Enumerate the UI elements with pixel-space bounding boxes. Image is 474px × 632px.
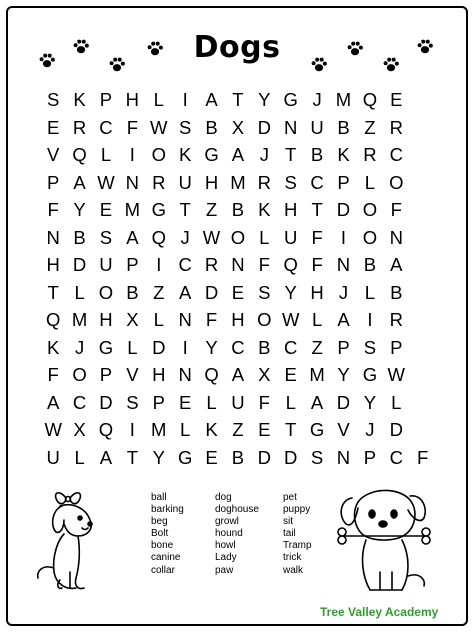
grid-letter[interactable]: H <box>310 281 324 303</box>
grid-letter[interactable] <box>409 416 435 444</box>
grid-letter[interactable]: E <box>231 281 245 303</box>
grid-letter[interactable]: C <box>389 144 403 165</box>
grid-letter[interactable]: W <box>387 364 405 385</box>
word-list-item: pet <box>283 492 297 503</box>
grid-letter[interactable]: L <box>259 226 270 248</box>
grid-letter[interactable]: M <box>124 199 141 220</box>
word-list-item: Tramp <box>283 540 312 552</box>
grid-letter[interactable]: O <box>362 199 378 220</box>
grid-letter[interactable]: I <box>129 419 135 440</box>
grid-letter[interactable]: L <box>311 309 323 330</box>
grid-letter[interactable]: R <box>204 254 219 275</box>
grid-letter[interactable]: L <box>364 281 376 303</box>
grid-letter[interactable]: U <box>310 116 324 138</box>
grid-letter[interactable] <box>409 279 435 307</box>
grid-letter[interactable]: R <box>389 309 403 330</box>
word-list-item: sit <box>283 516 293 528</box>
grid-letter[interactable]: S <box>178 116 192 138</box>
word-list-item: collar <box>151 564 175 576</box>
grid-letter[interactable]: F <box>47 364 59 385</box>
grid-letter[interactable]: B <box>390 281 403 303</box>
grid-letter[interactable]: P <box>390 336 403 358</box>
grid-letter[interactable]: Z <box>364 116 376 138</box>
grid-letter[interactable]: D <box>257 116 271 138</box>
grid-letter[interactable]: Q <box>283 254 298 275</box>
grid-letter[interactable]: H <box>99 309 113 330</box>
grid-letter[interactable]: I <box>129 144 135 165</box>
word-list-item: Bolt <box>151 528 169 540</box>
grid-letter[interactable]: F <box>47 199 59 220</box>
grid-letter[interactable]: L <box>364 171 376 193</box>
word-list-item: puppy <box>283 504 311 516</box>
grid-letter[interactable]: L <box>74 446 85 468</box>
grid-letter[interactable]: F <box>390 199 402 220</box>
word-list-column-3 <box>283 492 312 577</box>
grid-letter[interactable]: O <box>72 364 87 385</box>
grid-letter[interactable]: W <box>202 226 221 248</box>
grid-letter[interactable]: G <box>98 336 114 358</box>
grid-letter[interactable]: B <box>231 446 245 468</box>
grid-letter[interactable]: F <box>311 254 323 275</box>
word-list-item: tail <box>283 528 296 540</box>
grid-letter[interactable]: M <box>335 89 352 110</box>
word-list-item: doghouse <box>215 504 259 516</box>
grid-letter[interactable]: J <box>180 226 190 248</box>
grid-letter[interactable]: P <box>363 446 377 468</box>
grid-letter[interactable]: K <box>337 144 350 165</box>
grid-letter[interactable]: D <box>152 336 166 358</box>
grid-letter[interactable]: C <box>99 116 113 138</box>
grid-letter[interactable]: I <box>182 89 188 110</box>
grid-letter[interactable] <box>409 306 435 334</box>
grid-letter[interactable]: W <box>44 419 62 440</box>
grid-letter[interactable]: Z <box>232 419 244 440</box>
grid-letter[interactable]: P <box>99 89 113 110</box>
grid-letter[interactable]: O <box>257 309 272 330</box>
grid-letter[interactable]: J <box>74 336 85 358</box>
grid-letter[interactable]: L <box>127 336 138 358</box>
grid-letter[interactable]: S <box>284 171 297 193</box>
grid-letter[interactable]: X <box>73 419 86 440</box>
grid-letter[interactable]: B <box>363 254 377 275</box>
grid-letter[interactable]: A <box>310 391 324 413</box>
grid-letter[interactable]: A <box>99 446 113 468</box>
grid-letter[interactable]: N <box>336 254 351 275</box>
grid-letter[interactable]: F <box>417 446 429 468</box>
grid-letter[interactable]: M <box>230 171 246 193</box>
grid-letter[interactable] <box>409 334 435 362</box>
girl-puppy-with-bow-drawing <box>22 480 122 600</box>
grid-letter[interactable]: D <box>257 446 271 468</box>
grid-letter[interactable]: U <box>284 226 298 248</box>
grid-letter[interactable]: D <box>72 254 87 275</box>
grid-letter[interactable]: G <box>362 364 378 385</box>
grid-letter[interactable]: K <box>47 336 60 358</box>
grid-letter[interactable]: L <box>153 309 164 330</box>
grid-letter[interactable]: I <box>182 336 188 358</box>
grid-letter[interactable] <box>409 251 435 279</box>
grid-letter[interactable]: K <box>205 419 218 440</box>
grid-letter[interactable]: C <box>310 171 324 193</box>
grid-letter[interactable]: N <box>284 116 298 138</box>
word-list-column-2 <box>215 492 259 577</box>
grid-letter[interactable]: R <box>152 171 166 193</box>
word-list-item: Lady <box>215 552 237 564</box>
grid-letter[interactable]: N <box>389 226 403 248</box>
grid-letter[interactable]: A <box>205 89 218 110</box>
grid-letter[interactable]: E <box>47 116 60 138</box>
grid-letter[interactable]: I <box>367 309 373 330</box>
grid-letter[interactable]: R <box>72 116 87 138</box>
grid-letter[interactable]: U <box>46 446 60 468</box>
grid-letter[interactable]: L <box>285 391 296 413</box>
grid-letter[interactable]: S <box>126 391 139 413</box>
grid-letter[interactable]: X <box>231 116 245 138</box>
grid-letter[interactable]: H <box>46 254 60 275</box>
grid-letter[interactable]: S <box>99 226 113 248</box>
grid-letter[interactable]: L <box>206 391 217 413</box>
grid-letter[interactable]: N <box>46 226 60 248</box>
grid-letter[interactable]: L <box>74 281 85 303</box>
grid-letter[interactable]: C <box>389 446 403 468</box>
grid-letter[interactable]: J <box>365 419 375 440</box>
grid-letter[interactable]: Q <box>151 226 166 248</box>
grid-letter[interactable]: B <box>258 336 271 358</box>
grid-letter[interactable]: H <box>125 89 140 110</box>
word-list-item: walk <box>283 564 304 576</box>
grid-letter[interactable]: H <box>152 364 166 385</box>
grid-letter[interactable] <box>409 361 435 389</box>
grid-letter[interactable]: Y <box>73 199 86 220</box>
grid-letter[interactable] <box>409 169 435 197</box>
grid-letter[interactable]: E <box>178 391 192 413</box>
grid-letter[interactable]: Q <box>362 89 378 110</box>
grid-letter[interactable]: B <box>310 144 324 165</box>
grid-letter[interactable]: N <box>125 171 140 193</box>
grid-letter[interactable]: U <box>178 171 192 193</box>
grid-letter[interactable]: F <box>126 116 139 138</box>
grid-letter[interactable]: D <box>336 199 351 220</box>
word-list-item: growl <box>215 516 239 528</box>
grid-letter[interactable] <box>409 196 435 224</box>
grid-letter[interactable]: F <box>205 309 218 330</box>
grid-letter[interactable]: S <box>310 446 324 468</box>
grid-letter[interactable]: F <box>311 226 323 248</box>
grid-letter[interactable]: X <box>258 364 271 385</box>
grid-letter[interactable]: T <box>311 199 323 220</box>
grid-letter[interactable]: B <box>337 116 350 138</box>
grid-letter[interactable] <box>409 86 435 114</box>
word-list-item: barking <box>151 504 184 516</box>
grid-letter[interactable]: U <box>231 391 245 413</box>
grid-letter[interactable]: Q <box>72 144 87 165</box>
grid-letter[interactable]: I <box>340 226 347 248</box>
grid-letter[interactable]: F <box>258 391 270 413</box>
grid-letter[interactable]: T <box>232 89 244 110</box>
grid-letter[interactable]: C <box>284 336 298 358</box>
grid-letter[interactable]: Q <box>98 419 114 440</box>
grid-letter[interactable] <box>409 141 435 169</box>
grid-letter[interactable]: Y <box>337 364 350 385</box>
grid-letter[interactable]: X <box>126 309 139 330</box>
grid-letter[interactable]: A <box>178 281 192 303</box>
grid-letter[interactable]: Y <box>284 281 297 303</box>
grid-letter[interactable]: P <box>337 171 350 193</box>
grid-letter[interactable]: C <box>178 254 192 275</box>
word-list-item: hound <box>215 528 243 540</box>
puzzle-title: Dogs <box>193 30 281 65</box>
grid-letter[interactable]: T <box>285 419 297 440</box>
grid-letter[interactable]: E <box>284 364 297 385</box>
word-list-column-1 <box>151 492 184 577</box>
word-list-item: paw <box>215 564 234 576</box>
grid-letter[interactable]: R <box>389 116 403 138</box>
grid-letter[interactable]: Z <box>205 199 218 220</box>
letter-grid <box>40 86 436 471</box>
grid-letter[interactable]: I <box>156 254 162 275</box>
grid-letter[interactable]: W <box>150 116 168 138</box>
grid-letter[interactable]: P <box>126 254 139 275</box>
grid-letter[interactable]: O <box>230 226 246 248</box>
grid-letter[interactable]: K <box>258 199 271 220</box>
grid-letter[interactable]: P <box>152 391 165 413</box>
grid-letter[interactable]: A <box>337 309 350 330</box>
puppy-with-bone-drawing <box>332 476 442 600</box>
grid-letter[interactable]: V <box>47 144 60 165</box>
grid-letter[interactable]: O <box>98 281 114 303</box>
grid-letter[interactable]: M <box>71 309 88 330</box>
grid-letter[interactable]: G <box>177 446 193 468</box>
word-list-item: trick <box>283 552 302 564</box>
grid-letter[interactable]: R <box>363 144 377 165</box>
grid-letter[interactable]: D <box>204 281 219 303</box>
word-list-item: beg <box>151 516 168 528</box>
grid-letter[interactable]: Y <box>363 391 377 413</box>
grid-letter[interactable]: M <box>151 419 167 440</box>
grid-letter[interactable]: J <box>312 89 322 110</box>
grid-letter[interactable] <box>409 389 435 417</box>
grid-letter[interactable] <box>409 114 435 142</box>
grid-letter[interactable]: T <box>126 446 139 468</box>
grid-letter[interactable]: F <box>258 254 270 275</box>
grid-letter[interactable]: L <box>180 419 191 440</box>
grid-letter[interactable]: G <box>309 419 325 440</box>
grid-letter[interactable]: C <box>72 391 87 413</box>
grid-letter[interactable]: Y <box>258 89 271 110</box>
word-list-item: dog <box>215 492 232 503</box>
grid-letter[interactable]: C <box>231 336 245 358</box>
grid-letter[interactable]: N <box>178 309 192 330</box>
grid-letter[interactable]: U <box>99 254 113 275</box>
grid-letter[interactable]: H <box>204 171 219 193</box>
word-list-item: canine <box>151 552 181 564</box>
grid-letter[interactable]: A <box>126 226 139 248</box>
grid-letter[interactable]: O <box>362 226 378 248</box>
grid-letter[interactable]: P <box>337 336 350 358</box>
grid-letter[interactable]: E <box>390 89 403 110</box>
grid-letter[interactable]: J <box>259 144 269 165</box>
grid-letter[interactable]: G <box>204 144 219 165</box>
word-list-item: ball <box>151 492 167 503</box>
grid-letter[interactable]: H <box>231 309 245 330</box>
grid-letter[interactable]: E <box>258 419 271 440</box>
grid-letter[interactable]: M <box>309 364 325 385</box>
word-list-item: bone <box>151 540 174 552</box>
grid-letter[interactable]: A <box>73 171 86 193</box>
grid-letter[interactable]: P <box>47 171 60 193</box>
grid-letter[interactable]: N <box>231 254 245 275</box>
grid-letter[interactable]: E <box>99 199 113 220</box>
grid-letter[interactable]: D <box>284 446 298 468</box>
grid-letter[interactable]: S <box>258 281 271 303</box>
grid-letter[interactable]: V <box>126 364 139 385</box>
grid-letter[interactable]: N <box>336 446 351 468</box>
grid-letter[interactable]: A <box>231 364 245 385</box>
grid-letter[interactable]: O <box>389 171 404 193</box>
grid-letter[interactable]: V <box>337 419 350 440</box>
grid-letter[interactable]: A <box>390 254 403 275</box>
grid-letter[interactable]: L <box>391 391 402 413</box>
grid-letter[interactable]: R <box>257 171 271 193</box>
grid-letter[interactable]: D <box>336 391 351 413</box>
grid-letter[interactable]: A <box>231 144 245 165</box>
grid-letter[interactable]: B <box>231 199 245 220</box>
grid-letter[interactable]: P <box>99 364 113 385</box>
grid-letter[interactable]: T <box>285 144 297 165</box>
grid-letter[interactable]: B <box>73 226 86 248</box>
grid-letter[interactable]: T <box>47 281 59 303</box>
grid-letter[interactable]: T <box>179 199 191 220</box>
grid-letter[interactable]: B <box>126 281 139 303</box>
grid-letter[interactable]: D <box>389 419 403 440</box>
grid-letter[interactable]: L <box>100 144 112 165</box>
grid-letter[interactable]: W <box>281 309 300 330</box>
grid-letter[interactable]: Y <box>205 336 218 358</box>
grid-letter[interactable]: W <box>97 171 115 193</box>
grid-letter[interactable]: Z <box>153 281 165 303</box>
grid-letter[interactable]: Q <box>204 364 219 385</box>
grid-letter[interactable]: O <box>151 144 166 165</box>
grid-letter[interactable]: Q <box>46 309 61 330</box>
footer-credit: Tree Valley Academy <box>320 605 439 619</box>
grid-letter[interactable]: E <box>205 446 218 468</box>
grid-letter[interactable] <box>409 224 435 252</box>
grid-letter[interactable]: K <box>178 144 192 165</box>
grid-letter[interactable]: B <box>205 116 218 138</box>
grid-letter[interactable]: H <box>284 199 298 220</box>
grid-letter[interactable]: Z <box>311 336 323 358</box>
grid-letter[interactable]: K <box>73 89 86 110</box>
grid-letter[interactable]: S <box>47 89 60 110</box>
grid-letter[interactable]: D <box>99 391 113 413</box>
grid-letter[interactable]: G <box>151 199 166 220</box>
grid-letter[interactable]: Y <box>152 446 165 468</box>
grid-letter[interactable]: N <box>178 364 192 385</box>
word-list-item: howl <box>215 540 236 552</box>
grid-letter[interactable]: L <box>153 89 164 110</box>
grid-letter[interactable]: A <box>47 391 60 413</box>
grid-letter[interactable]: J <box>338 281 349 303</box>
grid-letter[interactable]: G <box>283 89 298 110</box>
grid-letter[interactable]: S <box>363 336 377 358</box>
